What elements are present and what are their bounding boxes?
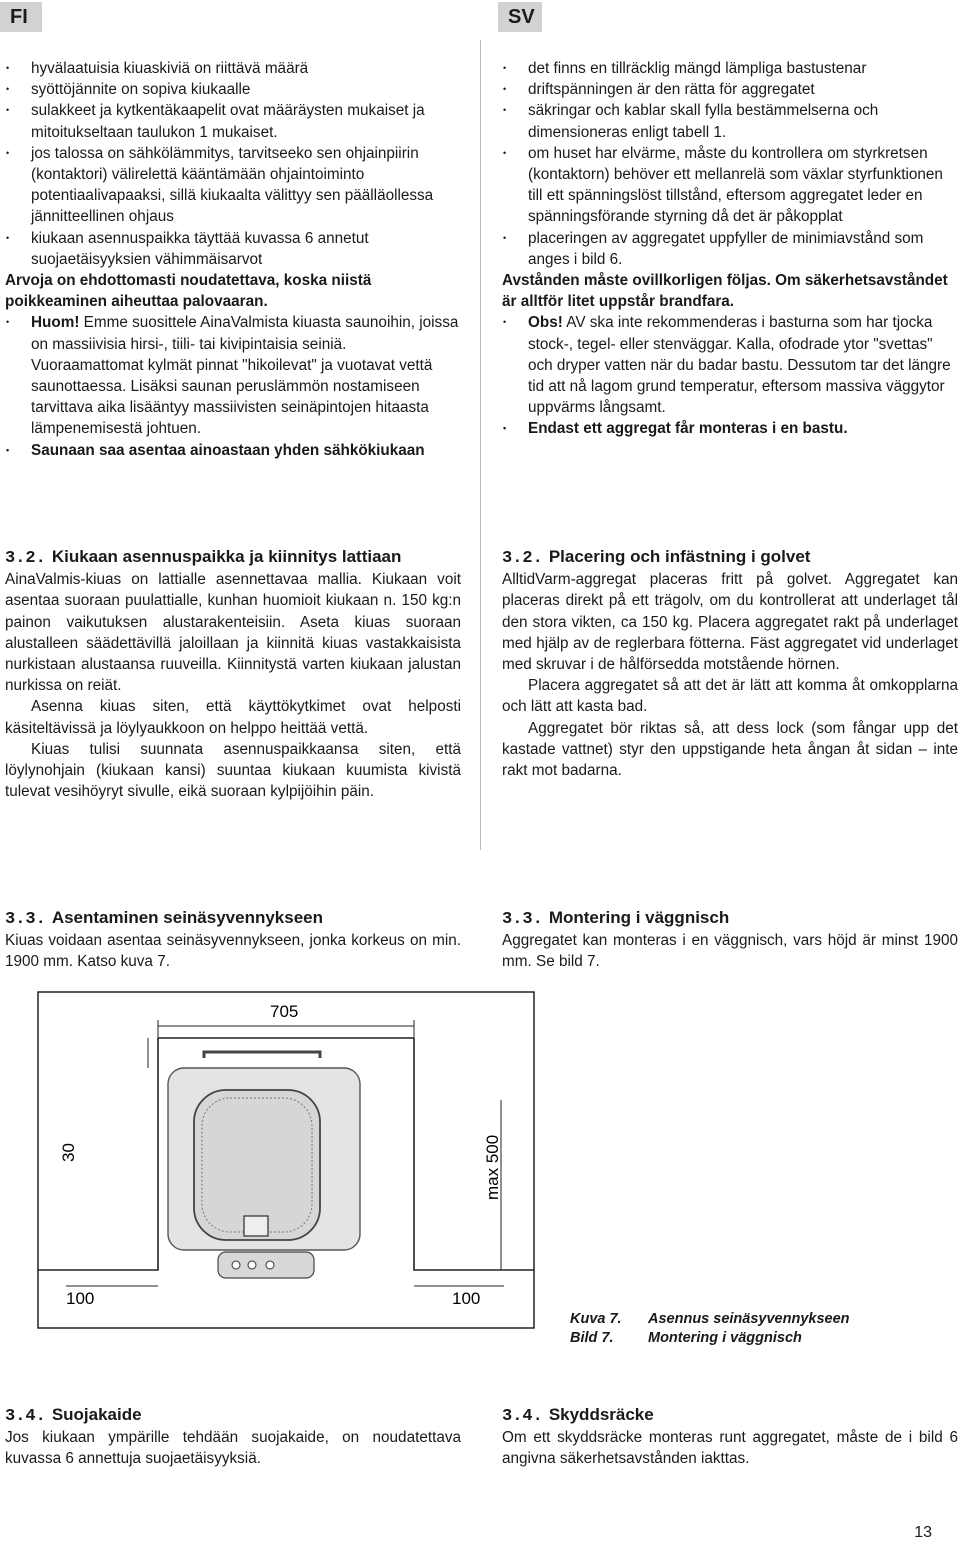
fi-section-3-3-paragraph: Kiuas voidaan asentaa seinäsyvennykseen, jonka korkeus on min. 1900 mm. Katso kuva 7.: [5, 932, 461, 971]
list-item: • driftspänningen är den rätta för aggregatet: [502, 79, 958, 100]
sv-section-3-2-heading: 3.2. Placering och infästning i golvet: [502, 547, 811, 568]
caption-text-sv: Montering i väggnisch: [648, 1330, 802, 1346]
list-item: • syöttöjännite on sopiva kiukaalle: [5, 79, 461, 100]
fi-section-3-3: [5, 907, 461, 973]
sv-section-3-3: [502, 907, 958, 973]
caption-label-fi: Kuva 7.: [570, 1311, 622, 1327]
steam-cup: [244, 1216, 268, 1236]
dimension-label-depth: max 500: [483, 1134, 502, 1200]
list-item: • hyvälaatuisia kiuaskiviä on riittävä määrä: [5, 58, 461, 79]
sv-fire-warning: Avstånden måste ovillkorligen följas. Om säkerhetsavståndet är alltför litet uppstår brandfara.: [502, 272, 948, 311]
fi-section-3-3-heading: 3.3. Asentaminen seinäsyvennykseen: [5, 908, 323, 929]
list-item: • sulakkeet ja kytkentäkaapelit ovat määräysten mukaiset ja mitoitukseltaan taulukon 1 mukaiset.: [5, 100, 461, 142]
list-item: • om huset har elvärme, måste du kontrollera om styrkretsen (kontaktorn) behöver ett mellanrelä som växlar styrfunktionen till ett spänningslöst tillstånd, eftersom aggregatet leder en spänningsförande styrning då det är påkopplat: [502, 143, 958, 228]
page-number: 13: [914, 1524, 932, 1541]
sv-section-3-4-heading: 3.4. Skyddsräcke: [502, 1405, 654, 1426]
fi-note-label: Huom!: [31, 314, 80, 332]
niche-right-wall: [414, 1038, 534, 1270]
wall-niche-diagram: [36, 990, 536, 1330]
figure-caption: [570, 1310, 850, 1348]
sv-section-3-3-heading: 3.3. Montering i väggnisch: [502, 908, 730, 929]
fi-fire-warning: Arvoja on ehdottomasti noudatettava, koska niistä poikkeaminen aiheuttaa palovaaran.: [5, 272, 372, 311]
fi-section-3-2-paragraph: Asenna kiuas siten, että käyttökytkimet ovat helposti käsiteltävissä ja löylyaukkoon on helppo heittää vettä.: [5, 698, 461, 737]
list-item: • säkringar och kablar skall fylla bestämmelserna och dimensioneras enligt tabell 1.: [502, 100, 958, 142]
fi-section-3-2-paragraph: AinaValmis-kiuas on lattialle asennettavaa mallia. Kiukaan voit asentaa suoraan puulattialle, kunhan huomioit kiukaan n. 150 kg:n painon vaikutuksen alustarakenteisiin. Aseta kiuas suoraan alustalleen säädettävillä jaloillaan ja kiinnitä kiuas vastakkaisista nurkistaan alustaansa ruuveilla. Kiinnitystä varten kiukaan jalustan nurkissa on reiät.: [5, 571, 461, 695]
fi-note: [5, 312, 461, 439]
fi-section-3-2: [5, 546, 461, 802]
control-knob-icon: [232, 1261, 240, 1269]
list-item: • det finns en tillräcklig mängd lämpliga bastustenar: [502, 58, 958, 79]
fi-section-3-4-heading: 3.4. Suojakaide: [5, 1405, 142, 1426]
sv-note: [502, 312, 958, 418]
dimension-label-gap: 30: [59, 1143, 78, 1162]
language-tag-sv: SV: [498, 2, 542, 32]
sv-section-3-2-paragraph: Placera aggregatet så att det är lätt att komma åt omkopplarna och lätt att kasta bad.: [502, 677, 958, 716]
control-knob-icon: [248, 1261, 256, 1269]
sv-checklist: [502, 58, 958, 270]
sv-section-3-2: [502, 546, 958, 781]
sv-section-3-2-paragraph: Aggregatet bör riktas så, att dess lock (som fångar upp det kastade vattnet) styr den uppstigande heta ångan åt sidan – inte rakt mot badarna.: [502, 719, 958, 780]
list-item: • kiukaan asennuspaikka täyttää kuvassa 6 annetut suojaetäisyyksien vähimmäisarvot: [5, 228, 461, 270]
sv-section-3-3-paragraph: Aggregatet kan monteras i en väggnisch, vars höjd är minst 1900 mm. Se bild 7.: [502, 932, 958, 971]
fi-single-heater-rule: • Saunaan saa asentaa ainoastaan yhden sähkökiukaan: [5, 440, 461, 461]
fi-section-3-4: [5, 1404, 461, 1470]
niche-left-wall: [38, 1038, 158, 1270]
sv-section-3-4: [502, 1404, 958, 1470]
heater-handle: [204, 1052, 320, 1058]
fi-section-3-2-paragraph: Kiuas tulisi suunnata asennuspaikkaansa siten, että löylynohjain (kiukaan kansi) suuntaa kiukaan kuumista kivistä tulevat vesihöyryt sivulle, eikä suoraan kylpijöihin päin.: [5, 740, 461, 801]
dimension-label-left-clearance: 100: [66, 1289, 95, 1308]
sv-section-3-4-paragraph: Om ett skyddsräcke monteras runt aggregatet, måste de i bild 6 angivna säkerhetsavstånden iakttas.: [502, 1429, 958, 1468]
sv-single-heater-rule: • Endast ett aggregat får monteras i en bastu.: [502, 418, 958, 439]
sv-note-text: AV ska inte rekommenderas i basturna som har tjocka stock-, tegel- eller stenväggar. Kalla, ofodrade ytor "svettas" och dryper vatten när du badar bastu. Dessutom tar det längre tid att nå lagom grund temperatur, eftersom massiva väggytor uppvärms långsamt.: [528, 314, 951, 417]
language-tag-fi: FI: [0, 2, 42, 32]
caption-label-sv: Bild 7.: [570, 1330, 614, 1346]
list-item: • placeringen av aggregatet uppfyller de minimiavstånd som anges i bild 6.: [502, 228, 958, 270]
fi-requirements: [5, 58, 461, 461]
caption-text-fi: Asennus seinäsyvennykseen: [648, 1311, 850, 1327]
fi-section-3-2-heading: 3.2. Kiukaan asennuspaikka ja kiinnitys lattiaan: [5, 547, 402, 568]
sv-note-label: Obs!: [528, 314, 563, 332]
control-knob-icon: [266, 1261, 274, 1269]
sv-requirements: [502, 58, 958, 440]
dimension-label-right-clearance: 100: [452, 1289, 481, 1308]
fi-note-text: Emme suosittele AinaValmista kiuasta saunoihin, joissa on massiivisia hirsi-, tiili- tai kivipintaisia seiniä. Vuoraamattomat kylmät pinnat "hikoilevat" ja vuotavat vettä saunottaessa. Lisäksi saunan peruslämmön nostamiseen tarvittava aika lisääntyy massiivisten seinäpintojen hitaasta lämpenemisestä johtuen.: [31, 314, 459, 438]
dimension-label-width: 705: [270, 1002, 299, 1021]
column-divider: [480, 40, 481, 850]
fi-checklist: [5, 58, 461, 270]
fi-section-3-4-paragraph: Jos kiukaan ympärille tehdään suojakaide, on noudatettava kuvassa 6 annettuja suojaetäisyyksiä.: [5, 1429, 461, 1468]
sv-section-3-2-paragraph: AlltidVarm-aggregat placeras fritt på golvet. Aggregatet kan placeras direkt på ett trägolv, om du kontrollerat att underlaget tål den stora vikten, ca 150 kg. Placera aggregatet rakt på underlaget med hjälp av de reglerbara fötterna. Fäst aggregatet vid underlaget med skruvar i de hålförsedda motstående hörnen.: [502, 571, 958, 674]
list-item: • jos talossa on sähkölämmitys, tarvitseeko sen ohjainpiirin (kontaktori) välirelettä kääntämään ohjaintoiminto potentiaalivapaaksi, sillä kiukaalta välittyy sen päälläollessa jännitteellinen ohjaus: [5, 143, 461, 228]
